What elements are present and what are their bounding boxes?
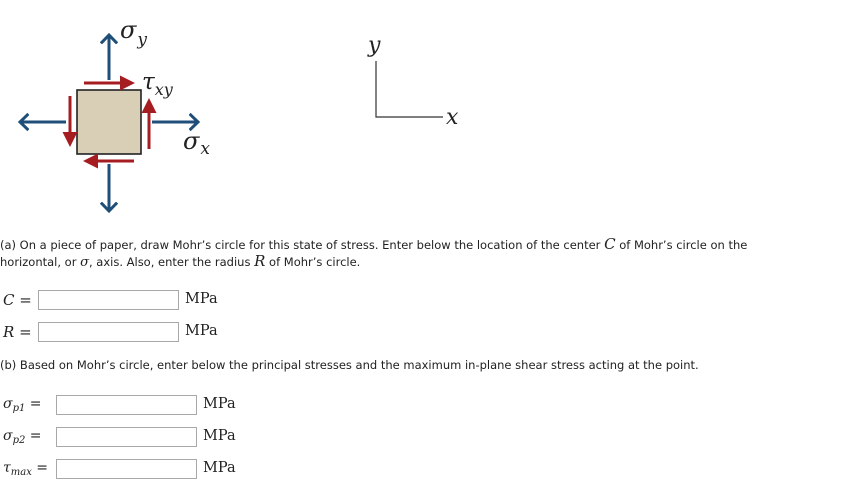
part-a-text-1: (a) On a piece of paper, draw Mohr’s circle for this state of stress. Enter below the location of the center <box>0 238 605 252</box>
tau-max-label: $\tau_{max}$ = <box>3 460 49 478</box>
part-a-text-5: of Mohr’s circle. <box>265 254 361 269</box>
sigma-p1-label: $\sigma_{p1}$ = <box>3 396 42 414</box>
radius-r-input[interactable] <box>38 322 179 342</box>
sigma-p1-input[interactable] <box>56 395 197 415</box>
tau-max-input[interactable] <box>56 459 197 479</box>
center-c-unit: MPa <box>185 291 218 307</box>
tau-xy-label: $\tau_{xy}$ <box>142 69 173 99</box>
coordinate-axes <box>376 61 443 117</box>
var-c-inline: C <box>604 235 616 253</box>
sigma-p2-input[interactable] <box>56 427 197 447</box>
axis-x-label: x <box>446 105 459 130</box>
part-a-text-2: of Mohr’s circle on the <box>615 238 748 252</box>
part-b-instructions: (b) Based on Mohr’s circle, enter below the principal stresses and the maximum in-plane shear stress acting at the point. <box>0 358 699 372</box>
part-a-instructions <box>0 237 747 270</box>
var-sigma-inline: σ <box>80 254 89 270</box>
radius-r-unit: MPa <box>185 323 218 339</box>
var-r-inline: R <box>254 251 266 270</box>
center-c-label: C = <box>3 291 32 309</box>
stress-element-square <box>77 90 141 154</box>
sigma-x-label: $\sigma_x$ <box>183 127 210 159</box>
sigma-y-label: $\sigma_y$ <box>120 16 147 50</box>
stress-element-diagram <box>0 0 849 225</box>
sigma-p2-unit: MPa <box>203 428 236 444</box>
axis-y-label: y <box>368 33 381 58</box>
tau-max-unit: MPa <box>203 460 236 476</box>
sigma-p1-unit: MPa <box>203 396 236 412</box>
center-c-input[interactable] <box>38 290 179 310</box>
part-a-text-4: , axis. Also, enter the radius <box>88 254 255 269</box>
part-a-text-3: horizontal, or <box>0 254 81 269</box>
radius-r-label: R = <box>3 323 32 341</box>
sigma-p2-label: $\sigma_{p2}$ = <box>3 428 42 446</box>
